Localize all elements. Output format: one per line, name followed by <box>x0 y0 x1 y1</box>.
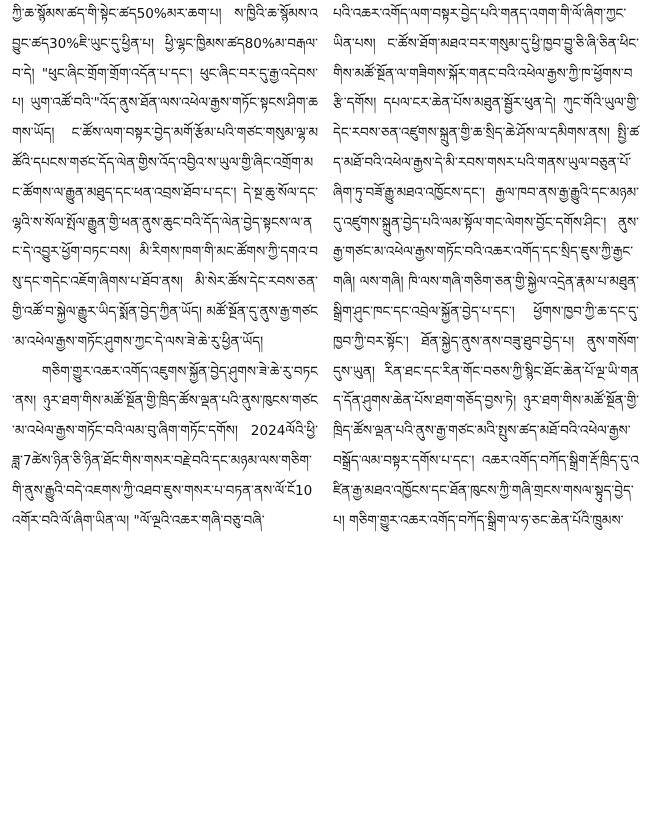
right-paragraph-1: པའི་འཆར་འགོད་ལག་བསྟར་བྱེད་པའི་གནད་འགག་གི་ལོ་ཞིག་ཀྱང་ཡིན་པས། ང་ཚོས་ཐོག་མཐའ་བར་གསུམ་དུ་ཕྱི་ཁྱབ་བྱུ་ཅི་ཞི་ཅིན་ཕིང་གིས་མཚོ་སྔོན་ལ་གཟིགས་སྐོར་གནང་བའི་འཕེལ་རྒྱས་ཀྱི་ཁ་ཕྱོགས་བརྩི་དགོས། དཔལ་ངར་ཆེན་པོས་མཐུན་སྦྱོར་ཕུན་དེ། ཀུང་གོའི་ཡུལ་གྱི་དེང་རབས་ཅན་འཛུགས་སྐྲུན་གྱི་ཆ་སྲིད་ཆེ་ཤོས་ལ་དམིགས་ནས། སྤྱི་ཚད་མཐོ་བའི་འཕེལ་རྒྱས་དེ་མི་རབས་གསར་པའི་གནས་ཡུལ་བཅུན་པོ་ཞིག་ཏུ་བཟོ་རྒྱུ་མཐའ་འཁྱོངས་དང་། རྒྱལ་ཁབ་ནས་རྒྱ་རྒྱུའི་དང་མཉམ་དུ་འཛུགས་སྐྲུན་བྱེད་པའི་ལམ་སྟོལ་གང་ལེགས་བྱོང་དགོས་ཤིང་། ནུས་རྒྱ་གཙང་མ་འཕེལ་རྒྱས་གཏོང་བའི་འཆར་འགོད་དང་སྲིད་ཇུས་ཀྱི་རྒྱང་གཞི། ལས་གཞི། ཁི་ལས་གཞི་གཅིག་ཅན་གྱི་སྐྱེལ་འདྲེན་རྣམ་པ་མཐུན་སྒྲིག་ཤུང་ཁང་དང་འབྲེལ་སྐྱོན་བྱེད་པ་དང་། ཕྱོགས་ཁྱབ་ཀྱི་ཆ་དང་དུ་ཁྱབ་ཀྱི་བར་སྟོང་། ཐོན་སྐྱེད་ནུས་ནས་བཟུ་ཐུབ་བྱེད་པ། ནུས་གསོག་དུས་ཡུན། རིན་ཐང་དང་རིན་གོང་བཅས་ཀྱི་སྙིང་ཐོང་ཆེན་པོ་ལྔ་ཡི་གནད་དོན་ཤུགས་ཆེན་པོས་ཐག་གཅོད་བྱས་ཏེ། ཉུར་ཐག་གིས་མཚོ་སྔོན་གྱི་ཁྲིད་ཚོས་ལྡན་པའི་ནུས་རྒྱ་གཙང་མའི་སྤུས་ཚད་མཐོ་བའི་འཕེལ་རྒྱས་བསྒྲོད་ལམ་བསྟར་དགོས་པ་དང་། འཆར་འགོད་བཀོད་སྒྲིག་རྡོ་ཁྲིད་དུ་འཛིན་རྒྱ་མཐའ་འཁྱོངས་དང་ཐོན་ཁུངས་ཀྱི་གཞི་གྲངས་གསལ་སྟུད་བྱེད་པ། གཅིག་གྱུར་འཆར་འགོད་བཀོད་སྒྲིག་ལ་ཧ་ཅང་ཆེན་པོའི་ཁྲུམས་ <box>333 6 639 529</box>
left-paragraph-1: ཀྱི་ཆ་སྙོམས་ཚད་གི་སྟེང་ཚད50%མར་ཆག་པ། ས་ཁྱིའི་ཆ་སྙོམས་འབྱུང་ཚད30%ཇི་ཡུང་དུ་ཕྱིན་པ། ཕྱི་ལྷང་ཁྱིམས་ཚད80%མ་བརྒལ་བ་དེ། "ཕུང་ཞིང་གྲོག་གྲོག་འདོན་པ་དང་། ཕུང་ཞིང་བར་དུ་རྒྱ་འདེབས་པ། ཡུག་འཚོ་བའི་"འོད་ནུས་ཐོན་ལས་འཕེལ་རྒྱས་གཏོང་སྟངས་ཤིག་ཆགས་ཡོད། ང་ཚོས་ལག་བསྟར་བྱེད་མགོ་རྩོམ་པའི་གཙང་གསུམ་ལྷ་མཚོའི་དཔངས་གཙང་དོད་ལེན་གྱིས་འོད་འབྱིའ་ས་ཡུལ་གྱི་ཞིང་འགྲོག་མང་ཚོགས་ལ་རྒྱུན་མཐུད་དང་ཕན་འབྲས་ཐོབ་པ་དང་། དེ་སྔ་ཆུ་སོལ་དང་ལྷའི་ས་སོལ་སྤོལ་རྒྱུན་གྱི་ཕན་ནུས་ཆུང་བའི་དོད་ལེན་བྱེད་སྟངས་ལ་ནང་དེ་འབྱུར་ཕྱོག་བཏང་བས། མི་རིགས་ཁག་གི་མང་ཚོགས་ཀྱི་དགའ་བསུ་དང་གདེང་འཇོག་ཞིགས་པ་ཐོབ་ནས། མི་སེར་ཚོས་དེང་རབས་ཅན་གྱི་འཚོ་བ་སྐྱེལ་རྒྱུར་ཡིད་སྨོན་བྱེད་ཀྱིན་ཡོད། མཚོ་སྔོན་དུ་ནུས་རྒྱ་གཙང་མ་འཕེལ་རྒྱས་གཏོང་ཤུགས་ཀྱང་དེ་ལས་ཟེ་ཆེ་རུ་ཕྱིན་ཡོད། <box>12 6 318 350</box>
left-paragraph-2: གཅིག་གྱུར་འཆར་འགོད་འཇུགས་སྐྱོན་བྱེད་ཤུགས་ཟེ་ཆེ་རུ་བཏང་ནས། ཉུར་ཐག་གིས་མཚོ་སྔོན་གྱི་ཁྲིད་ཚོས་ལྡན་པའི་ནུས་ཁུངས་གཙང་མ་འཕེལ་རྒྱས་གཏོང་བའི་ལམ་བུ་ཞིག་གཏོང་དགོས། 2024ལོའི་ཕྱི་ཟླ་7ཚེས་ཉིན་ཅི་ཉིན་ཐོང་གིས་གསར་བརྗེ་བའི་དང་མཉམ་ལས་གཅིག་གི་ནུས་རྒྱུའི་བདེ་འཇགས་ཀྱི་འཐབ་ཇུས་གསར་པ་བཏན་ནས་ལོ་ངོ10འགོར་བའི་ལོ་ཞིག་ཡིན་ལ། "ལོ་ལྔའི་འཆར་གཞི་བཅུ་བཞི་ <box>12 363 319 529</box>
left-column <box>12 0 318 813</box>
right-column <box>333 0 639 813</box>
